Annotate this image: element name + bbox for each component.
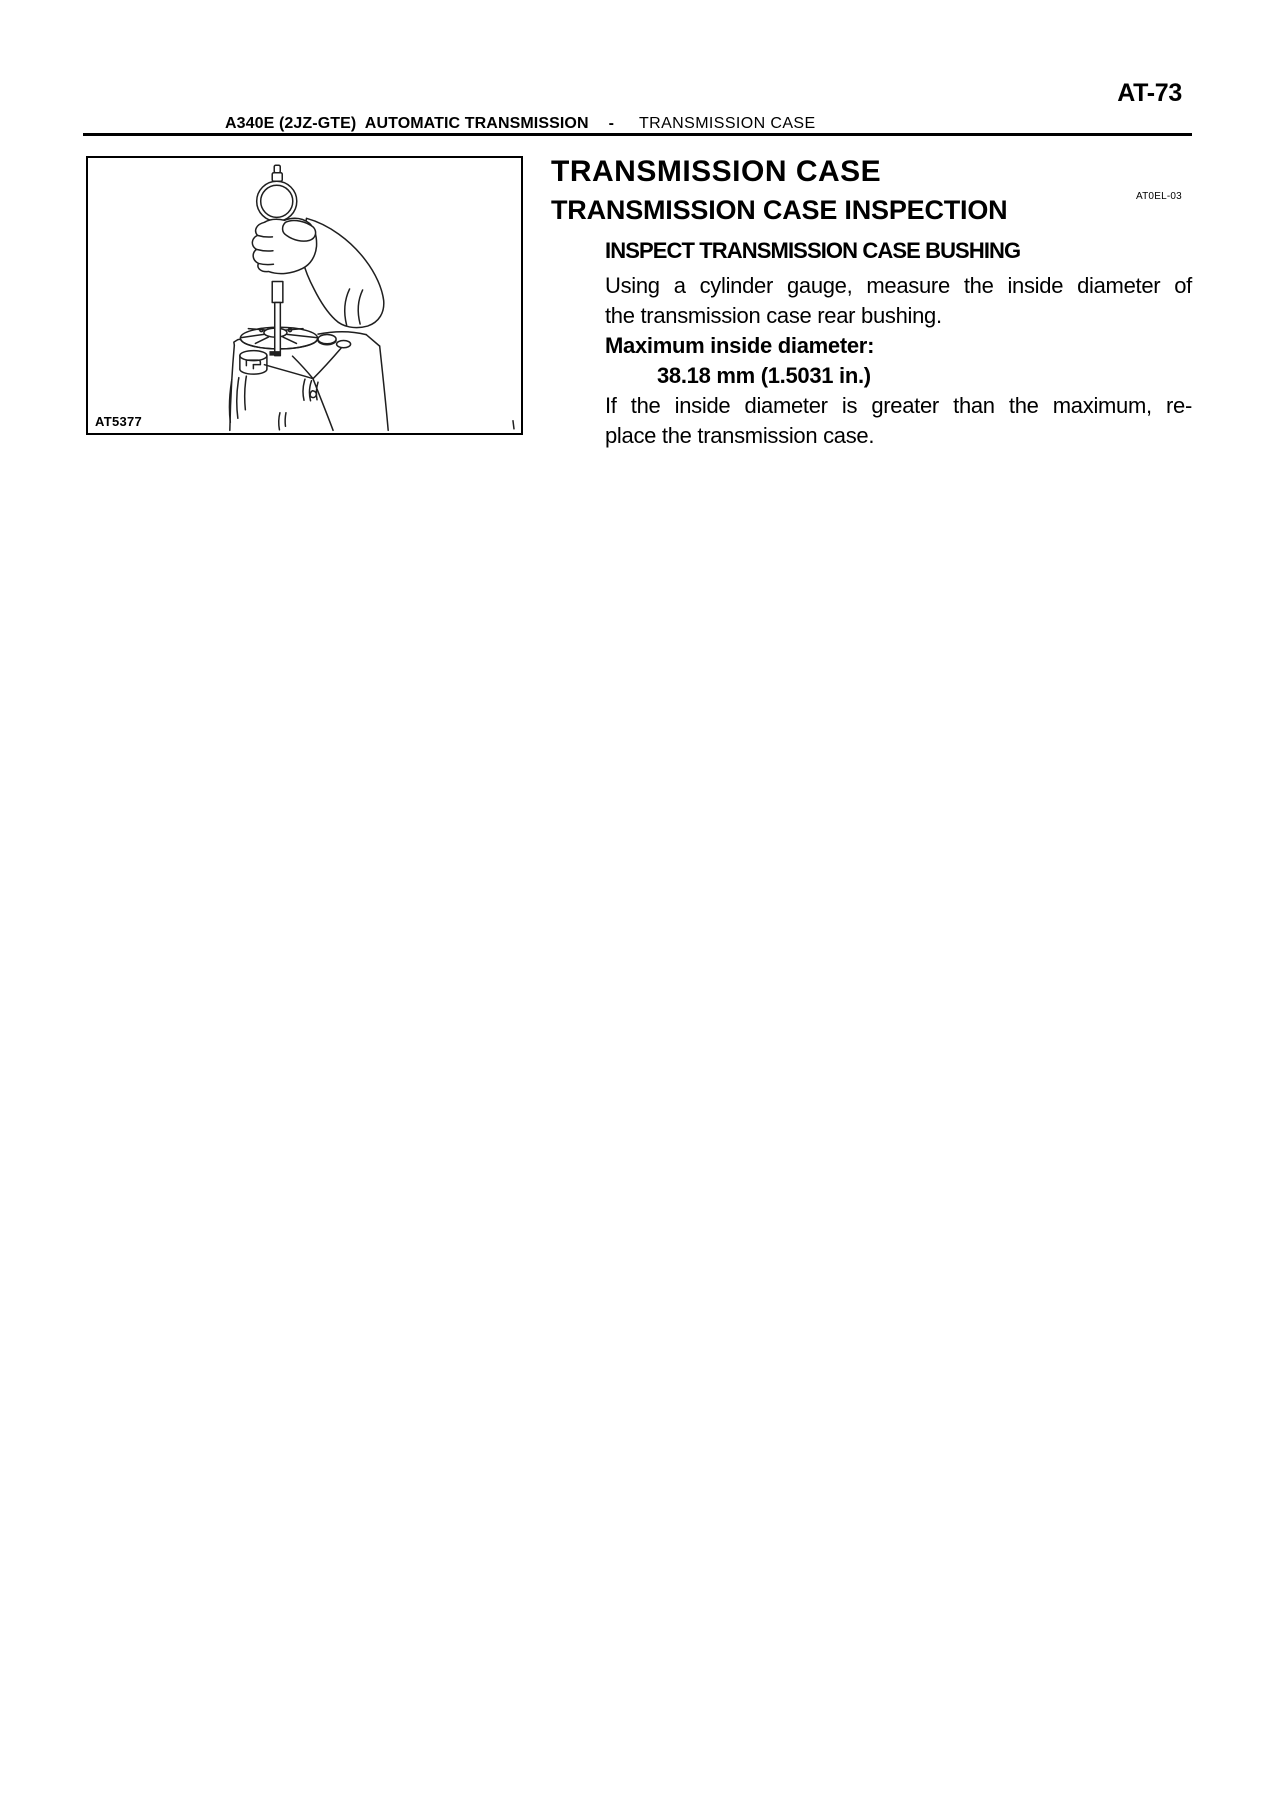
hand-drawing bbox=[252, 218, 383, 327]
step-heading: INSPECT TRANSMISSION CASE BUSHING bbox=[605, 238, 1021, 263]
header-separator: - bbox=[608, 115, 614, 132]
body-line: If the inside diameter is greater than the maximum, re- bbox=[605, 393, 1192, 418]
header-section-plain: TRANSMISSION CASE bbox=[638, 115, 816, 132]
header-rule bbox=[83, 133, 1192, 136]
transmission-case-drawing bbox=[229, 327, 514, 430]
page-number: AT-73 bbox=[1117, 79, 1182, 107]
spec-label: Maximum inside diameter: bbox=[605, 333, 875, 358]
running-header bbox=[225, 115, 816, 132]
body-text bbox=[605, 271, 1192, 451]
header-section-bold: A340E (2JZ-GTE) AUTOMATIC TRANSMISSION bbox=[225, 115, 589, 132]
body-line: the transmission case rear bushing. bbox=[605, 303, 942, 328]
reference-code: AT0EL-03 bbox=[1136, 191, 1182, 202]
page-title: TRANSMISSION CASE bbox=[551, 155, 882, 188]
body-line: Using a cylinder gauge, measure the inside diameter of bbox=[605, 273, 1192, 298]
figure-label: AT5377 bbox=[95, 414, 143, 429]
figure-box bbox=[86, 156, 523, 435]
figure-illustration bbox=[88, 158, 521, 433]
spec-value: 38.18 mm (1.5031 in.) bbox=[657, 363, 871, 388]
body-line: place the transmission case. bbox=[605, 423, 875, 448]
section-subtitle: TRANSMISSION CASE INSPECTION bbox=[551, 195, 1008, 225]
